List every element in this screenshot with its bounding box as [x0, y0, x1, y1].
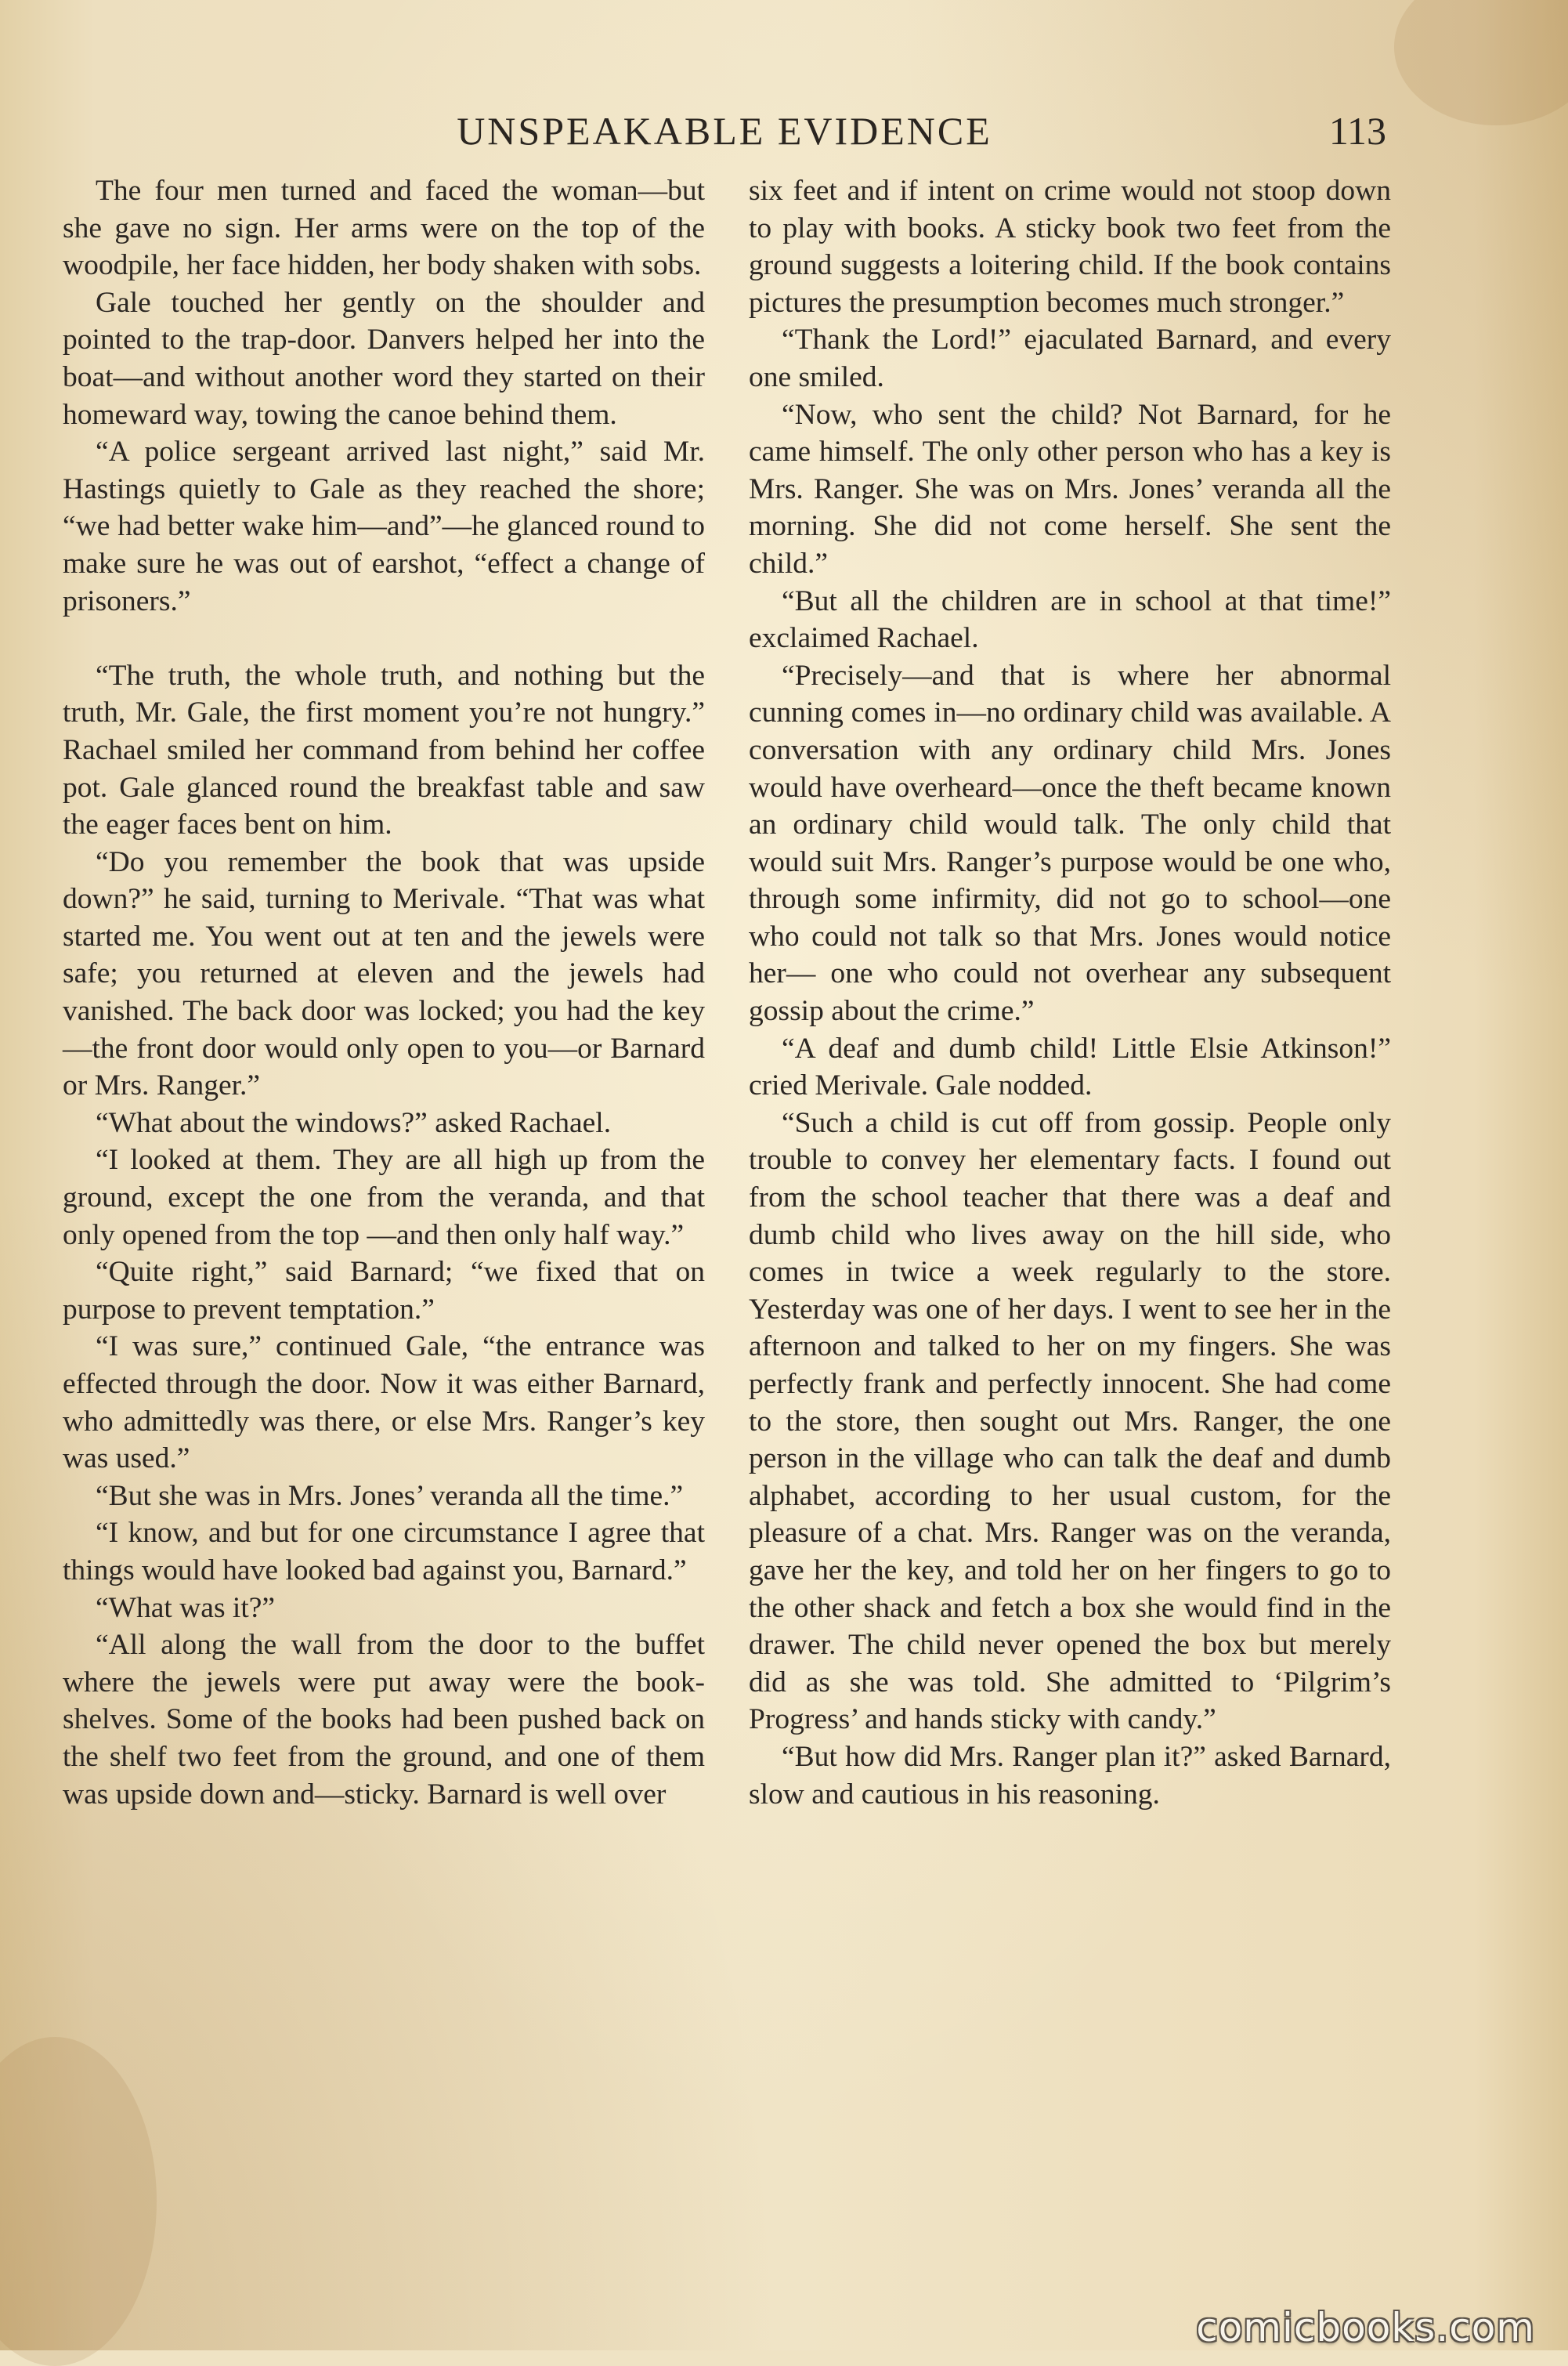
paragraph: “Such a child is cut off from gossip. People only trouble to convey her elementary facts. I found out from the school teacher that there was a deaf and dumb child who lives away on the hill side, who comes in twice a week regularly to the store. Yesterday was one of her days. I went to see her in the afternoon and talked to her on my fingers. She was perfectly frank and perfectly innocent. She had come to the store, then sought out Mrs. Ranger, the one person in the village who can talk the deaf and dumb alphabet, according to her usual custom, for the pleasure of a chat. Mrs. Ranger was on the veranda, gave her the key, and told her on her fingers to go to the other shack and fetch a box she would find in the drawer. The child never opened the box but merely did as she was told. She admitted to ‘Pilgrim’s Progress’ and hands sticky with candy.” — [749, 1106, 1391, 1736]
paper-stain — [1394, 0, 1568, 125]
paragraph: six feet and if intent on crime would not stoop down to play with books. A sticky book two feet from the ground suggests a loitering child. If the book contains pictures the presumption becomes much stronger.” — [749, 175, 1391, 319]
paragraph: “Thank the Lord!” ejaculated Barnard, and every one smiled. — [749, 324, 1391, 393]
paragraph: “Quite right,” said Barnard; “we fixed that on purpose to prevent temptation.” — [63, 1256, 705, 1326]
paragraph: “But all the children are in school at that time!” exclaimed Rachael. — [749, 584, 1391, 655]
paragraph: “The truth, the whole truth, and nothing but the truth, Mr. Gale, the first moment you’re not hungry.” Rachael smiled her command from behind her coffee pot. Gale glanced round the breakfast table and saw the eager faces bent on him. — [63, 659, 705, 841]
left-column — [63, 172, 705, 1813]
paragraph: “What about the windows?” asked Rachael. — [96, 1106, 612, 1139]
site-watermark: comicbooks.com — [1196, 2305, 1535, 2350]
paragraph: “But how did Mrs. Ranger plan it?” asked Barnard, slow and cautious in his reasoning. — [749, 1740, 1391, 1811]
paragraph: “I know, and but for one circumstance I agree that things would have looked bad against you, Barnard.” — [63, 1517, 705, 1586]
paragraph: “All along the wall from the door to the buffet where the jewels were put away were the book-shelves. Some of the books had been pushed back on the shelf two feet from the ground, and one of them was upside down and—sticky. Barnard is well over — [63, 1629, 705, 1811]
paragraph: The four men turned and faced the woman—but she gave no sign. Her arms were on the top of the woodpile, her face hidden, her body shaken with sobs. — [63, 175, 705, 282]
page-header — [63, 108, 1386, 155]
paragraph: “A police sergeant arrived last night,” said Mr. Hastings quietly to Gale as they reached the shore; “we had better wake him—and”—he glanced round to make sure he was out of earshot, “effect a change of prisoners.” — [63, 436, 705, 617]
paragraph: “Do you remember the book that was upside down?” he said, turning to Merivale. “That was what started me. You went out at ten and the jewels were safe; you returned at eleven and the jewels had vanished. The back door was locked; you had the key—the front door would only open to you—or Barnard or Mrs. Ranger.” — [63, 845, 705, 1102]
paper-stain — [0, 2037, 157, 2366]
paragraph: “But she was in Mrs. Jones’ veranda all the time.” — [96, 1479, 684, 1512]
paragraph: Gale touched her gently on the shoulder and pointed to the trap-door. Danvers helped her into the boat—and without another word they started on their homeward way, towing the canoe behind them. — [63, 286, 705, 431]
paragraph: “I was sure,” continued Gale, “the entrance was effected through the door. Now it was either Barnard, who admittedly was there, or else Mrs. Ranger’s key was used.” — [63, 1330, 705, 1475]
right-column — [749, 172, 1391, 1813]
paragraph: “A deaf and dumb child! Little Elsie Atkinson!” cried Merivale. Gale nodded. — [749, 1032, 1391, 1102]
running-head: UNSPEAKABLE EVIDENCE — [457, 109, 992, 153]
page-number: 113 — [1328, 109, 1386, 153]
paragraph: “What was it?” — [96, 1591, 276, 1624]
paragraph: “Precisely—and that is where her abnormal cunning comes in—no ordinary child was available. A conversation with any ordinary child Mrs. Jones would have overheard—once the theft became known an ordinary child would talk. The only child that would suit Mrs. Ranger’s purpose would be one who, through some infirmity, did not go to school—one who could not talk so that Mrs. Jones would notice her— one who could not overhear any subsequent gossip about the crime.” — [749, 659, 1391, 1028]
paragraph: “I looked at them. They are all high up from the ground, except the one from the veranda, and that only opened from the top —and then only half way.” — [63, 1144, 705, 1251]
paragraph: “Now, who sent the child? Not Barnard, for he came himself. The only other person who has a key is Mrs. Ranger. She was on Mrs. Jones’ veranda all the morning. She did not come herself. She sent the child.” — [749, 398, 1391, 580]
